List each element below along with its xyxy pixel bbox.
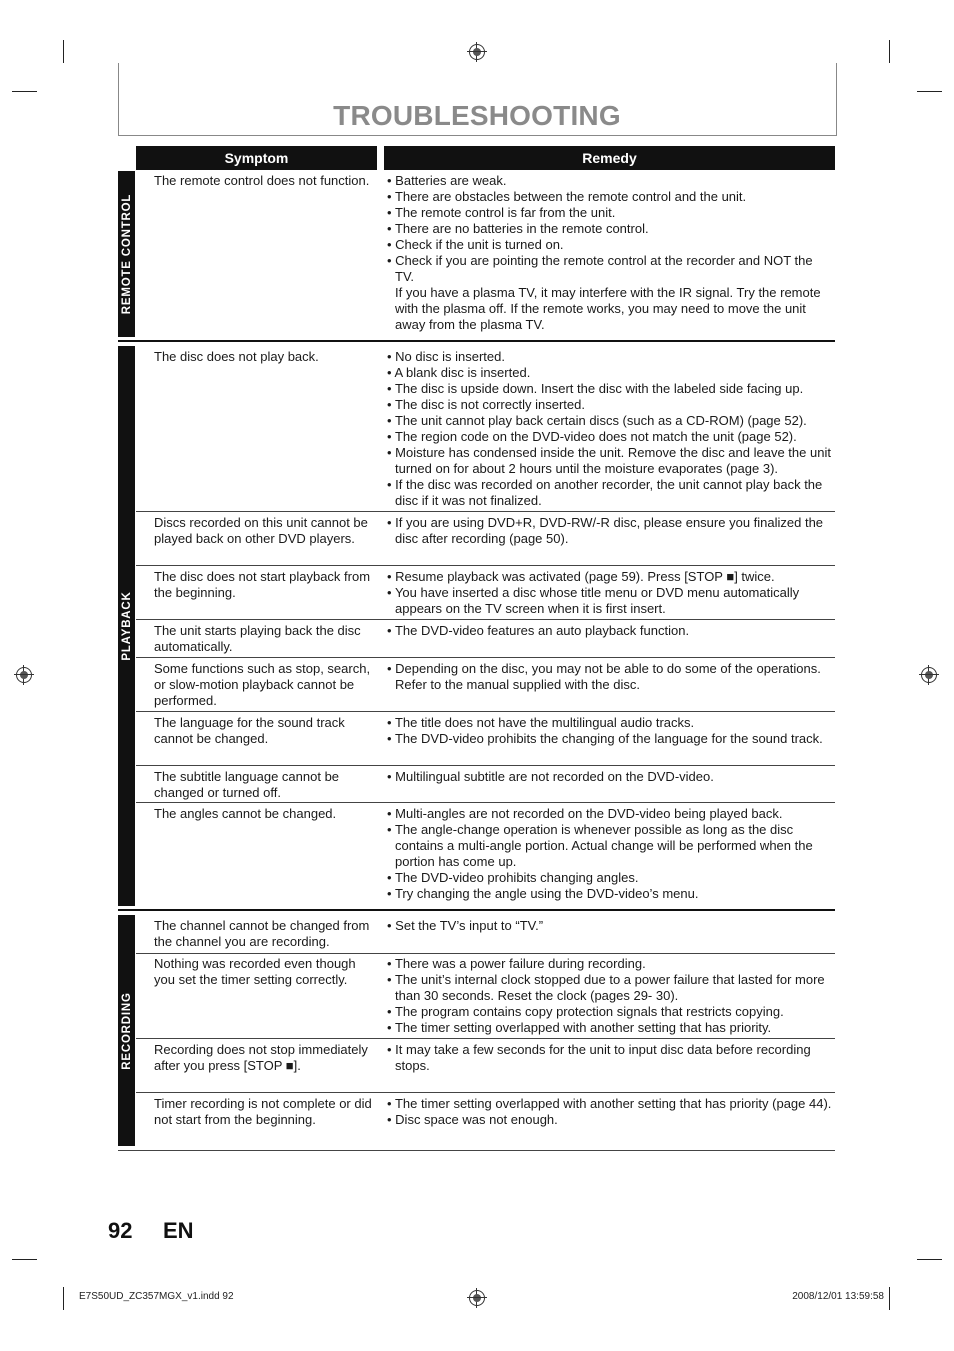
remedy-item: • Multi-angles are not recorded on the DVD-video being played back.	[387, 806, 783, 821]
remedy-header: Remedy	[384, 146, 835, 170]
remedy-item: • Disc space was not enough.	[387, 1112, 558, 1127]
footer-file: E7S50UD_ZC357MGX_v1.indd 92	[79, 1291, 234, 1302]
remedy-item: • Check if you are pointing the remote control at the recorder and NOT the TV.	[387, 253, 813, 284]
remedy-item: • Batteries are weak.	[387, 173, 507, 188]
remedy-list	[387, 173, 833, 333]
remedy-item: • The disc is upside down. Insert the disc with the labeled side facing up.	[387, 381, 804, 396]
remedy-list	[387, 515, 833, 547]
remedy-item: • Multilingual subtitle are not recorded on the DVD-video.	[387, 769, 714, 784]
remedy-item: • The disc is not correctly inserted.	[387, 397, 585, 412]
symptom-text: Some functions such as stop, search, or slow-motion playback cannot be performed.	[154, 661, 371, 708]
symptom-text: The language for the sound track cannot be changed.	[154, 715, 345, 746]
section-recording	[118, 915, 135, 1146]
row-divider	[136, 953, 835, 954]
crop-mark	[12, 91, 37, 92]
row-divider	[136, 765, 835, 766]
row-divider	[136, 1038, 835, 1039]
remedy-note: If you have a plasma TV, it may interfere with the IR signal. Try the remote with the plasma off. If the remote works, you may need to move the unit away from the plasma TV.	[395, 285, 821, 332]
remedy-item: • Try changing the angle using the DVD-video’s menu.	[387, 886, 699, 901]
remedy-item: • The angle-change operation is whenever possible as long as the disc contains a multi-angle portion. Actual change will be performed when the portion has come up.	[387, 822, 813, 869]
symptom-text: The disc does not play back.	[154, 349, 319, 364]
symptom-text: The unit starts playing back the disc automatically.	[154, 623, 361, 654]
footer-timestamp: 2008/12/01 13:59:58	[792, 1291, 884, 1302]
registration-mark-icon	[16, 667, 32, 683]
section-divider	[118, 340, 835, 342]
remedy-item: • No disc is inserted.	[387, 349, 505, 364]
page-language: EN	[163, 1218, 194, 1243]
row-divider	[136, 802, 835, 803]
remedy-item: • Check if the unit is turned on.	[387, 237, 564, 252]
remedy-list	[387, 349, 833, 509]
registration-mark-icon	[921, 667, 937, 683]
remedy-item: • A blank disc is inserted.	[387, 365, 531, 380]
symptom-text: Discs recorded on this unit cannot be played back on other DVD players.	[154, 515, 368, 546]
row-divider	[136, 1092, 835, 1093]
remedy-item: • The timer setting overlapped with another setting that has priority.	[387, 1020, 772, 1035]
remedy-item: • Depending on the disc, you may not be able to do some of the operations. Refer to the manual supplied with the disc.	[387, 661, 821, 692]
remedy-item: • There are obstacles between the remote control and the unit.	[387, 189, 747, 204]
crop-mark	[917, 91, 942, 92]
remedy-list	[387, 806, 833, 902]
symptom-text: Nothing was recorded even though you set the timer setting correctly.	[154, 956, 356, 987]
remedy-item: • The timer setting overlapped with another setting that has priority (page 44).	[387, 1096, 832, 1111]
remedy-list	[387, 918, 833, 934]
symptom-header: Symptom	[136, 146, 377, 170]
crop-mark	[917, 1259, 942, 1260]
remedy-list	[387, 623, 833, 639]
crop-mark	[12, 1259, 37, 1260]
symptom-text: The channel cannot be changed from the channel you are recording.	[154, 918, 370, 949]
row-divider	[136, 657, 835, 658]
remedy-list	[387, 1042, 833, 1074]
section-label: REMOTE CONTROL	[120, 193, 133, 315]
remedy-item: • There was a power failure during recording.	[387, 956, 646, 971]
remedy-item: • The program contains copy protection signals that restricts copying.	[387, 1004, 784, 1019]
remedy-item: • The unit’s internal clock stopped due to a power failure that lasted for more than 30 seconds. Reset the clock (pages 29- 30).	[387, 972, 825, 1003]
remedy-list	[387, 956, 833, 1036]
remedy-item: • If you are using DVD+R, DVD-RW/-R disc, please ensure you finalized the disc after recording (page 50).	[387, 515, 824, 546]
section-divider	[118, 909, 835, 911]
crop-mark	[889, 1287, 890, 1310]
remedy-item: • Resume playback was activated (page 59). Press [STOP ■] twice.	[387, 569, 775, 584]
section-label: RECORDING	[120, 991, 133, 1070]
remedy-list	[387, 661, 833, 693]
remedy-item: • The unit cannot play back certain discs (such as a CD-ROM) (page 52).	[387, 413, 807, 428]
remedy-item: • The DVD-video prohibits the changing of the language for the sound track.	[387, 731, 823, 746]
crop-mark	[63, 40, 64, 63]
remedy-item: • The DVD-video features an auto playback function.	[387, 623, 690, 638]
remedy-item: • The DVD-video prohibits changing angles.	[387, 870, 639, 885]
symptom-text: The disc does not start playback from the beginning.	[154, 569, 371, 600]
remedy-item: • If the disc was recorded on another recorder, the unit cannot play back the disc if it was not finalized.	[387, 477, 823, 508]
symptom-text: The subtitle language cannot be changed or turned off.	[154, 769, 340, 800]
row-divider	[136, 511, 835, 512]
remedy-item: • It may take a few seconds for the unit to input disc data before recording stops.	[387, 1042, 811, 1073]
page-title: TROUBLESHOOTING	[333, 100, 621, 131]
remedy-item: • The remote control is far from the unit.	[387, 205, 616, 220]
remedy-list	[387, 715, 833, 747]
remedy-item: • There are no batteries in the remote control.	[387, 221, 649, 236]
remedy-item: • Set the TV’s input to “TV.”	[387, 918, 544, 933]
remedy-item: • Moisture has condensed inside the unit. Remove the disc and leave the unit turned on for about 2 hours until the moisture evaporates (page 3).	[387, 445, 831, 476]
symptom-text: The angles cannot be changed.	[154, 806, 337, 821]
page-number: 92	[108, 1218, 133, 1243]
remedy-item: • You have inserted a disc whose title menu or DVD menu automatically appears on the TV screen when it is first insert.	[387, 585, 800, 616]
crop-mark	[889, 40, 890, 63]
remedy-item: • The region code on the DVD-video does not match the unit (page 52).	[387, 429, 797, 444]
table-bottom	[118, 1150, 835, 1151]
remedy-list	[387, 569, 833, 617]
row-divider	[136, 619, 835, 620]
remedy-item: • The title does not have the multilingual audio tracks.	[387, 715, 695, 730]
section-label: PLAYBACK	[120, 591, 133, 661]
crop-mark	[63, 1287, 64, 1310]
row-divider	[136, 565, 835, 566]
section-playback	[118, 346, 135, 906]
registration-mark-icon	[469, 44, 485, 60]
symptom-text: Timer recording is not complete or did not start from the beginning.	[154, 1096, 372, 1127]
registration-mark-icon	[469, 1290, 485, 1306]
symptom-text: Recording does not stop immediately after you press [STOP ■].	[154, 1042, 368, 1073]
row-divider	[136, 711, 835, 712]
remedy-list	[387, 769, 833, 785]
symptom-text: The remote control does not function.	[154, 173, 370, 188]
section-remote-control	[118, 171, 135, 337]
remedy-list	[387, 1096, 833, 1128]
